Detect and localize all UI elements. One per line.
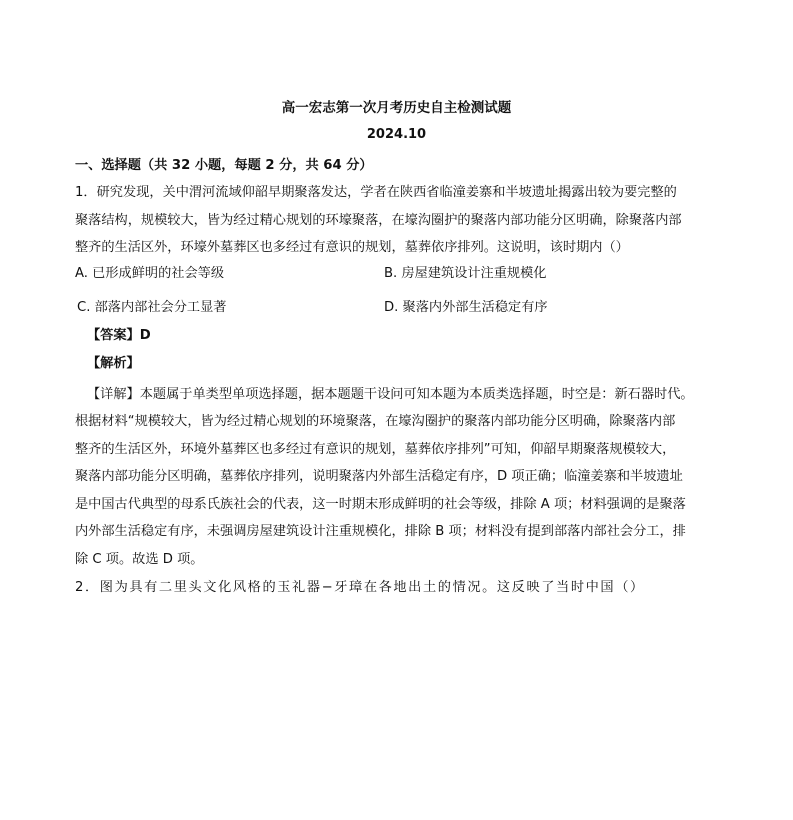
q1-detail-line-3: 整齐的生活区外，环境外墓葬区也多经过有意识的规划，墓葬依序排列”可知，仰韶早期聚落规模较大，	[75, 442, 676, 457]
q1-answer: 【答案】D	[87, 328, 151, 343]
q1-stem-line-1: 1．研究发现，关中渭河流域仰韶早期聚落发达，学者在陕西省临潼姜寨和半坡遗址揭露出较为要完整的	[75, 185, 677, 200]
page-title: 高一宏志第一次月考历史自主检测试题	[281, 100, 512, 116]
q1-option-c: C. 部落内部社会分工显著	[77, 300, 227, 315]
q1-detail-line-1: 【详解】本题属于单类型单项选择题，据本题题干设问可知本题为本质类选择题，时空是：新石器时代。	[87, 387, 694, 402]
q1-detail-line-4: 聚落内部功能分区明确，墓葬依序排列，说明聚落内外部生活稳定有序，D 项正确；临潼姜寨和半坡遗址	[75, 469, 683, 484]
q1-detail-line-2: 根据材料“规模较大，皆为经过精心规划的环境聚落，在壕沟圈护的聚落内部功能分区明确，除聚落内部	[75, 414, 676, 429]
q1-detail-line-6: 内外部生活稳定有序，未强调房屋建筑设计注重规模化，排除 B 项；材料没有提到部落内部社会分工，排	[75, 524, 686, 539]
q1-option-a: A. 已形成鲜明的社会等级	[75, 266, 225, 281]
q1-option-b: B. 房屋建筑设计注重规模化	[384, 266, 547, 281]
q1-stem-line-2: 聚落结构，规模较大，皆为经过精心规划的环壕聚落，在壕沟圈护的聚落内部功能分区明确，除聚落内部	[75, 213, 682, 228]
q2-stem-line: 2．图为具有二里头文化风格的玉礼器−牙璋在各地出土的情况。这反映了当时中国（）	[75, 580, 645, 595]
exam-date: 2024.10	[366, 127, 427, 142]
q1-detail-line-5: 是中国古代典型的母系氏族社会的代表，这一时期末形成鲜明的社会等级，排除 A 项；材料强调的是聚落	[75, 497, 686, 512]
q1-analysis-label: 【解析】	[87, 356, 140, 371]
q1-detail-line-7: 除 C 项。故选 D 项。	[75, 552, 204, 567]
section-heading: 一、选择题（共 32 小题，每题 2 分，共 64 分）	[75, 158, 373, 173]
q1-stem-line-3: 整齐的生活区外，环壕外墓葬区也多经过有意识的规划，墓葬依序排列。这说明，该时期内（）	[75, 240, 629, 255]
q1-option-d: D. 聚落内外部生活稳定有序	[384, 300, 548, 315]
